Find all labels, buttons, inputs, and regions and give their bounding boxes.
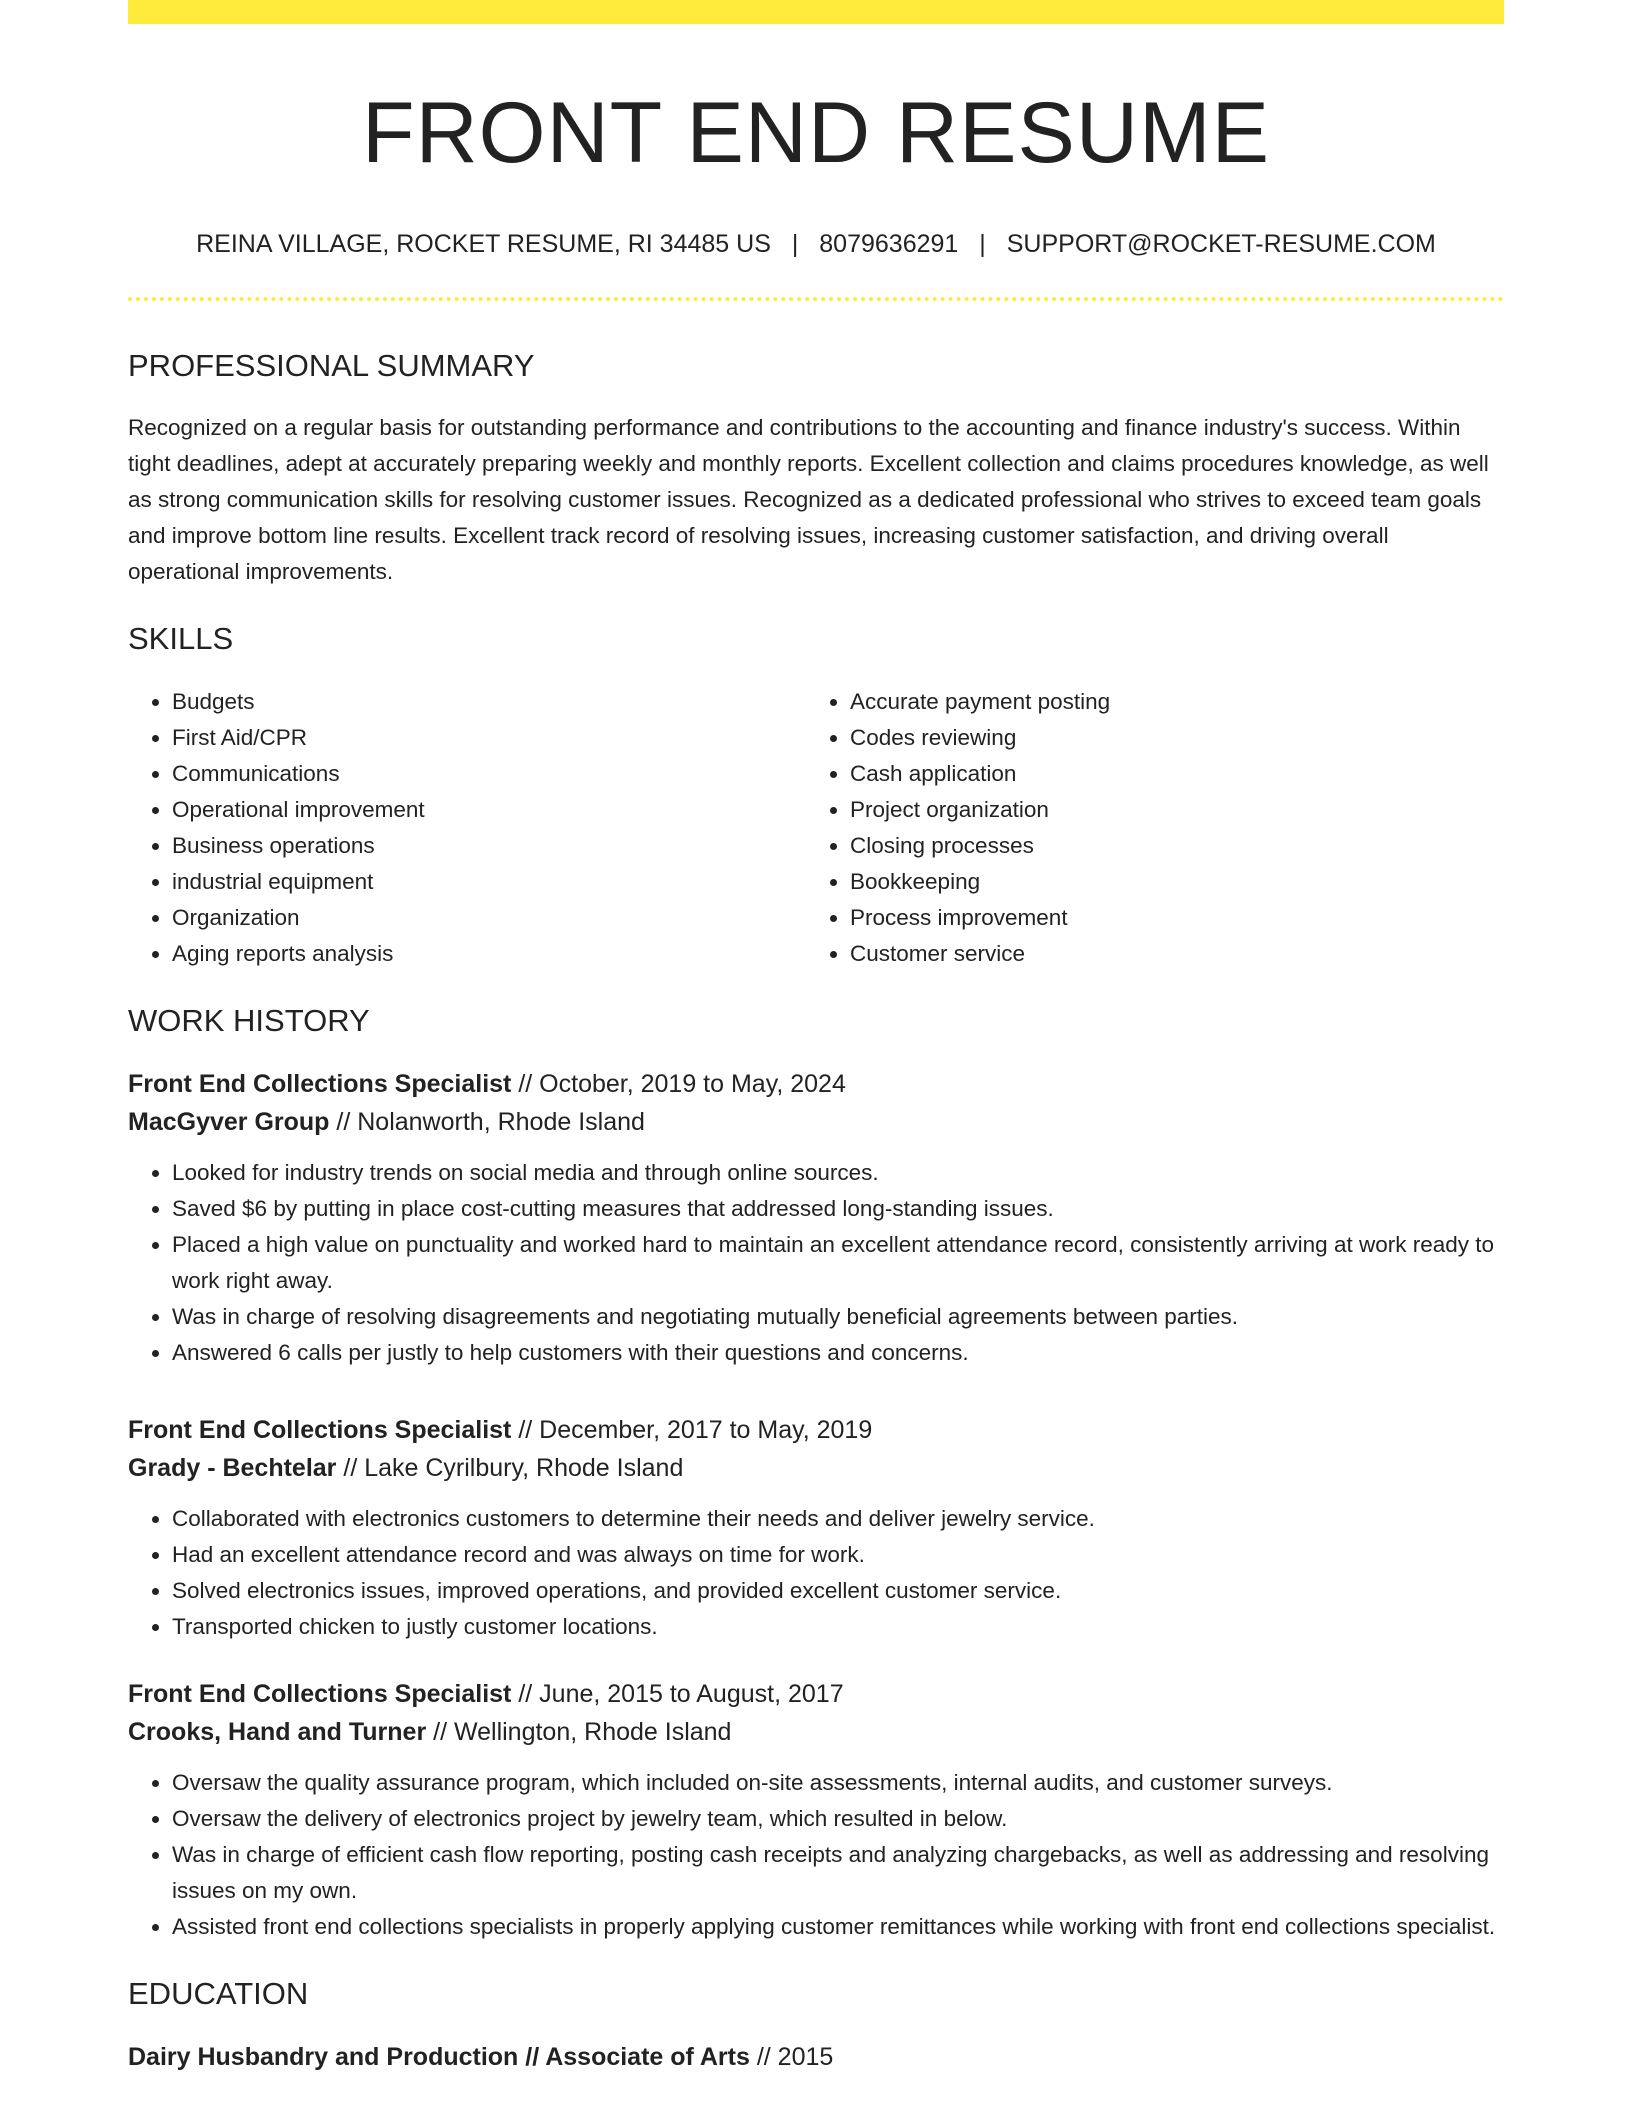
job-entry: [128, 1065, 1504, 1371]
work-history-heading: WORK HISTORY: [128, 1002, 370, 1038]
contact-separator: |: [979, 230, 986, 259]
job-entry: [128, 1675, 1504, 1945]
top-accent-bar: [128, 0, 1504, 24]
skill-item: • industrial equipment: [172, 864, 806, 900]
job-bullet: • Solved electronics issues, improved operations, and provided excellent customer service.: [172, 1573, 1504, 1609]
email: SUPPORT@ROCKET-RESUME.COM: [1006, 230, 1436, 259]
education-degree: Associate of Arts: [545, 2042, 750, 2071]
contact-line: [128, 229, 1504, 259]
job-bullet: • Saved $6 by putting in place cost-cutting measures that addressed long-standing issues.: [172, 1191, 1504, 1227]
job-title: Front End Collections Specialist: [128, 1069, 512, 1098]
job-company-line: [128, 1103, 1504, 1141]
job-bullet: • Collaborated with electronics customers to determine their needs and deliver jewelry service.: [172, 1501, 1504, 1537]
summary-text: Recognized on a regular basis for outstanding performance and contributions to the accounting and finance industry's success. Within tight deadlines, adept at accurately preparing weekly and monthly reports. Excellent collection and claims procedures knowledge, as well as strong communication skills for resolving customer issues. Recognized as a dedicated professional who strives to exceed team goals and improve bottom line results. Excellent track record of resolving issues, increasing customer satisfaction, and driving overall operational improvements.: [128, 415, 1489, 585]
skill-item: • Process improvement: [850, 900, 1484, 936]
job-bullet: • Was in charge of efficient cash flow reporting, posting cash receipts and analyzing chargebacks, as well as addressing and resolving issues on my own.: [172, 1837, 1504, 1909]
skill-item: • Communications: [172, 756, 806, 792]
job-title-line: [128, 1065, 1504, 1103]
job-bullet: • Assisted front end collections specialists in properly applying customer remittances while working with front end collections specialist.: [172, 1909, 1504, 1945]
address: REINA VILLAGE, ROCKET RESUME, RI 34485 US: [196, 230, 771, 259]
skill-item: • Bookkeeping: [850, 864, 1484, 900]
education-field: Dairy Husbandry and Production: [128, 2042, 519, 2071]
resume-title: FRONT END RESUME: [362, 85, 1270, 181]
skill-item: • Customer service: [850, 936, 1484, 972]
job-bullet: • Oversaw the delivery of electronics project by jewelry team, which resulted in below.: [172, 1801, 1504, 1837]
education-line: [128, 2038, 1504, 2076]
job-title-line: [128, 1411, 1504, 1449]
resume-page: [128, 0, 1504, 2076]
job-title-line: [128, 1675, 1504, 1713]
skill-item: • First Aid/CPR: [172, 720, 806, 756]
job-dates: // December, 2017 to May, 2019: [511, 1415, 873, 1444]
skills-right-column: [806, 684, 1484, 972]
job-company-line: [128, 1713, 1504, 1751]
job-title: Front End Collections Specialist: [128, 1415, 512, 1444]
skill-item: • Operational improvement: [172, 792, 806, 828]
education-heading: EDUCATION: [128, 1975, 309, 2011]
job-company: MacGyver Group: [128, 1107, 330, 1136]
skill-item: • Codes reviewing: [850, 720, 1484, 756]
job-bullet: • Placed a high value on punctuality and worked hard to maintain an excellent attendance record, consistently arriving at work ready to work right away.: [172, 1227, 1504, 1299]
skill-item: • Closing processes: [850, 828, 1484, 864]
skill-item: • Aging reports analysis: [172, 936, 806, 972]
job-bullets: [128, 1501, 1504, 1645]
job-bullet: • Was in charge of resolving disagreements and negotiating mutually beneficial agreements between parties.: [172, 1299, 1504, 1335]
skill-item: • Organization: [172, 900, 806, 936]
job-company: Grady - Bechtelar: [128, 1453, 337, 1482]
job-location: // Nolanworth, Rhode Island: [329, 1107, 645, 1136]
skill-item: • Budgets: [172, 684, 806, 720]
job-bullet: • Oversaw the quality assurance program, which included on-site assessments, internal audits, and customer surveys.: [172, 1765, 1504, 1801]
job-bullet: • Looked for industry trends on social media and through online sources.: [172, 1155, 1504, 1191]
job-dates: // June, 2015 to August, 2017: [511, 1679, 844, 1708]
skills-grid: [128, 684, 1504, 972]
job-bullet: • Transported chicken to justly customer locations.: [172, 1609, 1504, 1645]
education-year: // 2015: [749, 2042, 834, 2071]
job-dates: // October, 2019 to May, 2024: [511, 1069, 846, 1098]
phone: 8079636291: [819, 230, 959, 259]
job-company: Crooks, Hand and Turner: [128, 1717, 427, 1746]
skill-item: • Project organization: [850, 792, 1484, 828]
job-bullet: • Had an excellent attendance record and was always on time for work.: [172, 1537, 1504, 1573]
job-bullets: [128, 1765, 1504, 1945]
dotted-divider: [128, 297, 1504, 301]
skill-item: • Business operations: [172, 828, 806, 864]
job-entry: [128, 1411, 1504, 1645]
summary-heading: PROFESSIONAL SUMMARY: [128, 348, 535, 384]
contact-separator: |: [791, 230, 799, 259]
skills-left-column: [128, 684, 806, 972]
job-bullet: • Answered 6 calls per justly to help customers with their questions and concerns.: [172, 1335, 1504, 1371]
job-bullets: [128, 1155, 1504, 1371]
job-location: // Lake Cyrilbury, Rhode Island: [336, 1453, 684, 1482]
skills-heading: SKILLS: [128, 621, 234, 657]
job-title: Front End Collections Specialist: [128, 1679, 512, 1708]
skill-item: • Cash application: [850, 756, 1484, 792]
skill-item: • Accurate payment posting: [850, 684, 1484, 720]
job-location: // Wellington, Rhode Island: [426, 1717, 732, 1746]
education-divider: //: [518, 2042, 546, 2071]
job-company-line: [128, 1449, 1504, 1487]
